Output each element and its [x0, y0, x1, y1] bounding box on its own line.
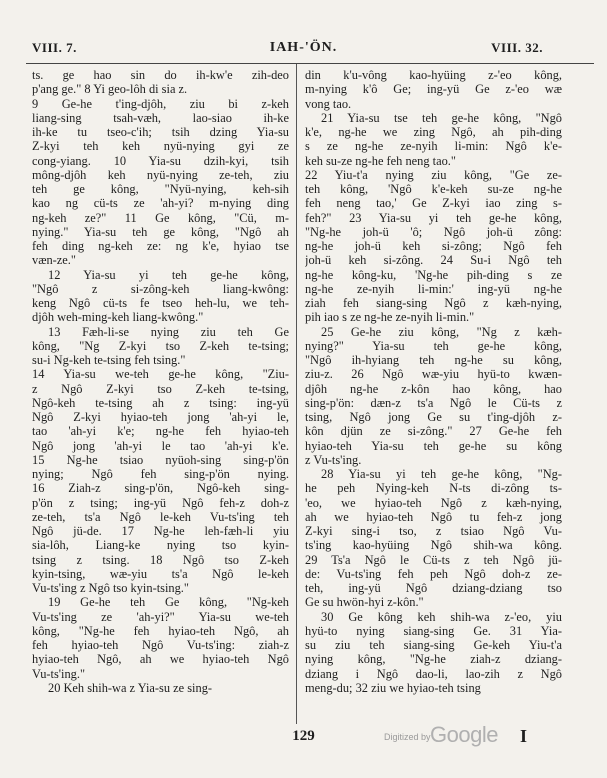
text-line: væn-ze." [32, 253, 76, 268]
text-line: meng-du; 32 ziu we hyiao-teh tsing [305, 680, 481, 695]
google-watermark: Google [430, 722, 498, 747]
text-line: tao 'ah-yi k'e; ng-he feh hyiao-teh [32, 424, 289, 439]
text-line: feh ding ng-keh ze: ng k'e, hyiao tse [32, 239, 289, 253]
text-line: "Ngô ih-hyiang teh ng-he su kông, [305, 353, 562, 367]
text-line: nying kông, "Ng-he ziah-z dziang- [305, 652, 562, 667]
text-line: ng-he kông-ku, 'Ng-he pih-ding s ze [305, 267, 562, 282]
column-divider [296, 64, 297, 724]
text-line: ah we hyiao-teh Ngô tu feh-z jong [305, 509, 562, 524]
text-line: teh, ing-yü Ngô dziang-dziang tso [305, 581, 562, 595]
text-line: vong tao. [305, 96, 352, 111]
text-line: kôn djün ze si-zông." 27 Ge-he feh [305, 424, 562, 439]
text-line: nying?" Yia-su teh ge-he kông, [305, 338, 562, 353]
text-line: ziu-z. 26 Ngô wæ-yiu hyü-to kwæn- [305, 367, 562, 382]
text-line: feh?" 23 Yia-su yi teh ge-he kông, [305, 210, 562, 225]
text-line: sia-lôh, Liang-ke nying tso kyin- [32, 538, 289, 553]
text-line: kyin-tsing, wæ-yiu ts'a Ngô le-keh [32, 566, 289, 581]
text-line: Ngô-keh te-tsing ah z tsing: ing-yü [32, 395, 289, 410]
text-line: ih-ke tu tseo-c'ih; tsih dzing Yia-su [32, 125, 289, 139]
text-line: dziang i Ngô dao-li, lao-zih z Ngô [305, 666, 562, 681]
text-line: ze-teh, ts'a Ngô le-keh Vu-ts'ing teh [32, 509, 289, 524]
page-number: 129 [292, 728, 315, 744]
text-line: Vu-ts'ing ze 'ah-yi?" Yia-su we-teh [32, 609, 289, 624]
text-line: p'ön z tsing; ing-yü Ngô feh-z doh-z [32, 495, 289, 510]
text-line: ng-he ze-nyih li-min:' ing-yü ng-he [305, 281, 562, 296]
text-line: kông, "Ng-he feh hyiao-teh Ngô, ah [32, 623, 289, 638]
text-line: 30 Ge kông keh shih-wa z-'eo, yiu [321, 609, 562, 624]
text-line: din k'u-vông kao-hyüing z-'eo kông, [305, 68, 562, 82]
running-head-left: VIII. 7. [32, 40, 77, 55]
text-line: kông, "Ng Z-kyi tso Z-keh te-tsing; [32, 338, 289, 353]
text-line: he peh Nying-keh N-ts di-zông ts- [305, 481, 562, 496]
text-line: nying." Yia-su teh ge kông, "Ngô ah [32, 224, 289, 239]
text-line: Ngô Z-kyi hyiao-teh jong 'ah-yi le, [32, 410, 289, 424]
text-line: 14 Yia-su we-teh ge-he kông, "Ziu- [32, 367, 289, 382]
text-line: de: Vu-ts'ing feh peh Ngô doh-z ze- [305, 566, 562, 581]
text-line: "Ng-he joh-ü 'ô; Ngô joh-ü zông: [305, 224, 562, 239]
text-line: 28 Yia-su yi teh ge-he kông, "Ng- [321, 467, 562, 481]
text-line: nying; Ngô feh sing-p'ön nying. [32, 467, 289, 481]
text-line: Z-kyi sing-i tso, z tsiao Ngô Vu- [305, 524, 562, 538]
text-line: 25 Ge-he ziu kông, "Ng z kæh- [321, 324, 562, 339]
text-line: m-nying k'ô Ge; ing-yü Ge z-'eo wæ [305, 82, 562, 97]
text-line: su-i Ng-keh te-tsing feh tsing." [32, 353, 186, 367]
text-line: z Vu-ts'ing. [305, 452, 362, 467]
text-line: 22 Yiu-t'a nying ziu kông, "Ge ze- [305, 167, 562, 182]
digitized-by-label: Digitized by [384, 732, 431, 742]
text-line: 20 Keh shih-wa z Yia-su ze sing- [48, 680, 213, 695]
text-line: teh ge kông, "Nyü-nying, keh-sih [32, 182, 289, 196]
text-line: feh hyiao-teh Ngô Vu-ts'ing: ziah-z [32, 638, 289, 652]
text-line: liang-sing tsah-væh, lao-siao ih-ke [32, 110, 289, 125]
signature-mark: I [519, 726, 527, 746]
text-line: s ze ng-he ze-nyih li-min: Ngô k'e- [305, 139, 562, 154]
right-column [305, 68, 562, 695]
text-line: feh neng tao,' Ge Z-kyi iao zing s- [305, 196, 562, 211]
text-line: 'eo, we hyiao-teh Ngô z kæh-nying, [305, 495, 562, 510]
text-line: 12 Yia-su yi teh ge-he kông, [48, 267, 289, 282]
text-line: djôh ng-he z-kôn hao kông, hao [305, 381, 562, 396]
text-line: ts'ing kao-hyüing Ngô shih-wa kông. [305, 538, 562, 553]
text-line: ts. ge hao sin do ih-kw'e zih-deo [32, 68, 289, 82]
text-line: hyü-to nying siang-sing Ge. 31 Yia- [305, 623, 562, 638]
running-head-title: IAH-'ÖN. [269, 40, 338, 55]
text-line: "Ngô z si-zông-keh liang-kwông: [32, 281, 289, 296]
text-line: ng-he joh-ü keh si-zông; Ngô feh [305, 239, 562, 253]
text-line: p'ang ge." 8 Yi geo-lôh di sia z. [32, 82, 188, 97]
text-line: Vu-ts'ing." [32, 666, 86, 681]
text-line: Ge su hwön-hyi z-kôn." [305, 595, 424, 610]
text-line: 9 Ge-he t'ing-djôh, ziu bi z-keh [32, 96, 289, 111]
text-line: z Ngô Z-kyi tso Z-keh te-tsing, [32, 381, 289, 396]
text-line: 21 Yia-su tse teh ge-he kông, "Ngô [321, 110, 562, 125]
text-line: tsing, Ngô jong Ge su t'ing-djôh z- [305, 410, 562, 424]
text-line: keh su-ze ng-he feh neng tao." [305, 153, 456, 168]
text-line: hyiao-teh Yia-su teh ge-he su kông [305, 438, 562, 453]
text-line: 13 Fæh-li-se nying ziu teh Ge [48, 324, 289, 339]
text-line: Vu-ts'ing z Ngô tso kyin-tsing." [32, 581, 189, 595]
text-line: Ngô jü-de. 17 Ng-he leh-fæh-li yiu [32, 524, 289, 538]
text-line: djôh weh-ming-keh liang-kwông." [32, 310, 204, 325]
text-line: cong-yiang. 10 Yia-su dzih-kyi, tsih [32, 153, 289, 168]
left-column [32, 68, 289, 695]
text-line: k'e, ng-he we zing Ngô, ah pih-ding [305, 125, 562, 139]
text-line: keng Ngô cü-ts fe tseo heh-lu, we teh- [32, 296, 289, 310]
text-line: Z-kyi teh keh nyü-nying gyi ze [32, 139, 289, 154]
text-line: 19 Ge-he teh Ge kông, "Ng-keh [48, 595, 289, 610]
text-line: ziah feh siang-sing Ngô z kæh-nying, [305, 296, 562, 310]
text-line: su ziu teh siang-sing Ge-keh Yiu-t'a [305, 638, 562, 652]
text-line: Ngô jong 'ah-yi le tao 'ah-yi k'e. [32, 438, 289, 453]
text-line: hyiao-teh Ngô, ah we hyiao-teh Ngô [32, 652, 289, 667]
text-line: ng-keh ze?" 11 Ge kông, "Cü, m- [32, 210, 289, 225]
text-line: sing-p'ön: dæn-z ts'a Ngô le Cü-ts z [305, 395, 562, 410]
text-line: kao ng cü-ts ze 'ah-yi? m-nying ding [32, 196, 289, 211]
text-line: teh kông, 'Ngô k'e-keh su-ze ng-he [305, 182, 562, 196]
text-line: mông-djôh keh nyü-nying ze-teh, ziu [32, 167, 289, 182]
text-line: 29 Ts'a Ngô le Cü-ts z teh Ngô jü- [305, 552, 562, 567]
running-head-right: VIII. 32. [491, 40, 543, 55]
text-line: 16 Ziah-z sing-p'ön, Ngô-keh sing- [32, 481, 289, 496]
text-line: tsing z tsing. 18 Ngô tso Z-keh [32, 552, 289, 567]
text-line: joh-ü keh si-zông. 24 Su-i Ngô teh [305, 253, 562, 268]
header-rule [26, 63, 594, 64]
text-line: pih iao s ze ng-he ze-nyih li-min." [305, 310, 475, 325]
text-line: 15 Ng-he tsiao nyüoh-sing sing-p'ön [32, 452, 289, 467]
